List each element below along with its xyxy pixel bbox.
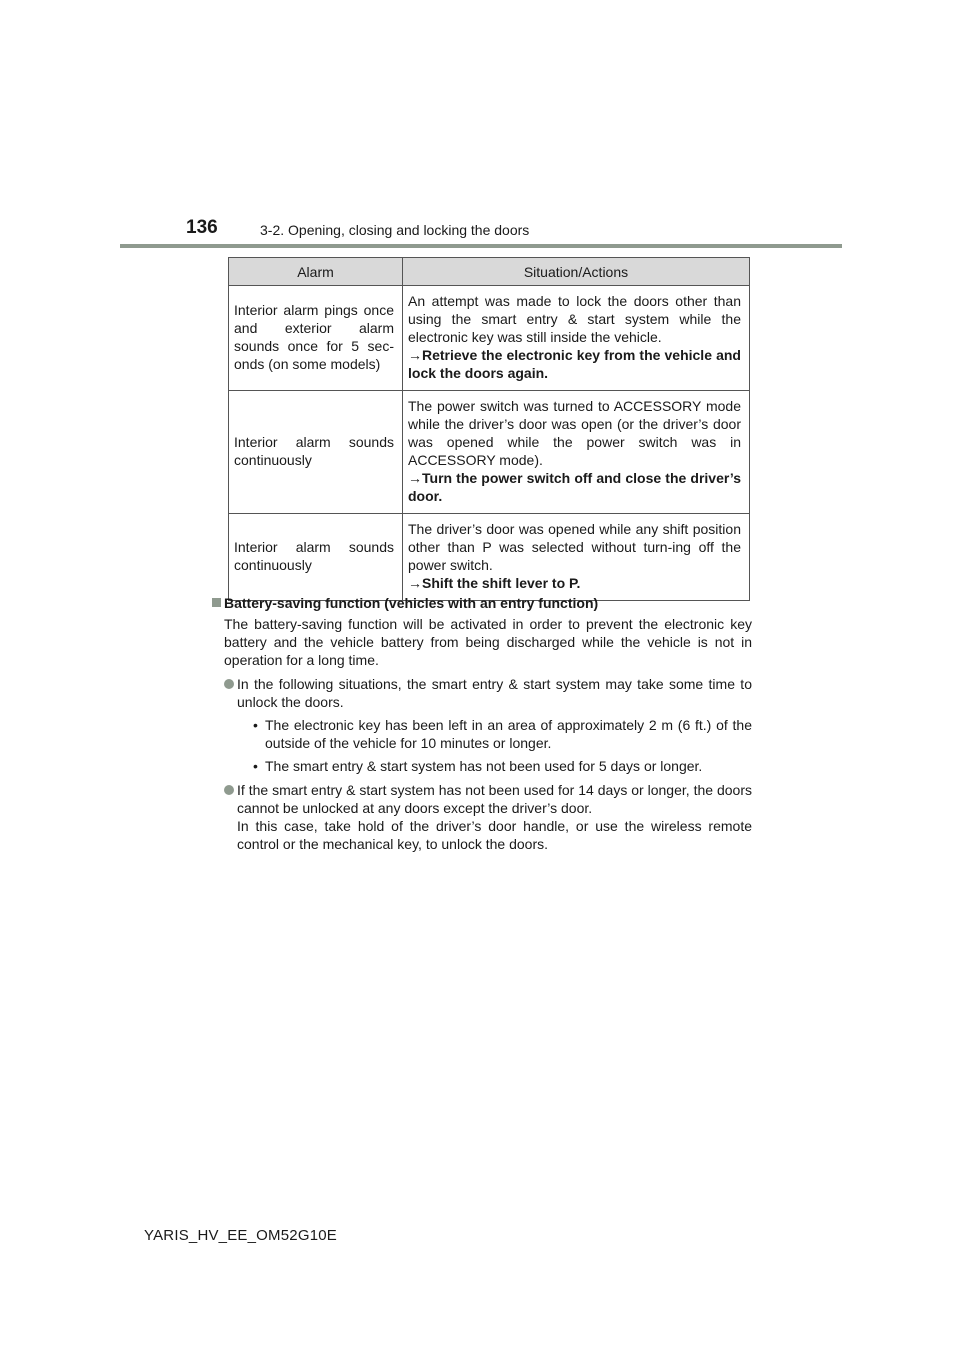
document-code: YARIS_HV_EE_OM52G10E bbox=[144, 1227, 337, 1244]
circle-bullet-icon bbox=[224, 785, 234, 795]
section-heading-text: Battery-saving function (vehicles with an entry function) bbox=[224, 595, 599, 611]
situation-cell bbox=[403, 391, 750, 514]
action-text bbox=[408, 574, 741, 592]
arrow-icon: → bbox=[408, 575, 422, 591]
square-bullet-icon bbox=[212, 598, 221, 607]
arrow-icon: → bbox=[408, 347, 422, 363]
action-label: Turn the power switch off and close the driver’s door. bbox=[408, 470, 741, 504]
sub-list-item bbox=[253, 757, 752, 775]
dot-bullet-icon: • bbox=[253, 717, 258, 733]
list-item-text: In this case, take hold of the driver’s door handle, or use the wireless remote control or the mechanical key, to unlock the doors. bbox=[237, 818, 752, 852]
arrow-icon: → bbox=[408, 470, 422, 486]
intro-paragraph: The battery-saving function will be activated in order to prevent the electronic key battery and the vehicle battery from being discharged while the vehicle is not in operation for a long time. bbox=[224, 616, 752, 668]
action-text bbox=[408, 346, 741, 382]
list-item bbox=[224, 675, 752, 775]
table-row bbox=[229, 391, 750, 514]
sub-list-item-text: The smart entry & start system has not been used for 5 days or longer. bbox=[265, 758, 703, 774]
sub-list-item bbox=[253, 716, 752, 752]
table-row bbox=[229, 286, 750, 391]
column-header-situation: Situation/Actions bbox=[403, 258, 750, 286]
list-item bbox=[224, 781, 752, 853]
table-header-row bbox=[229, 258, 750, 286]
page-header bbox=[120, 215, 842, 249]
situation-cell bbox=[403, 286, 750, 391]
table-row bbox=[229, 514, 750, 601]
alarm-cell: Interior alarm pings once and exterior alarm sounds once for 5 sec-onds (on some models) bbox=[229, 286, 403, 391]
circle-bullet-icon bbox=[224, 679, 234, 689]
action-text bbox=[408, 469, 741, 505]
battery-saving-section bbox=[212, 594, 752, 853]
section-heading bbox=[212, 594, 752, 612]
action-label: Shift the shift lever to P. bbox=[422, 575, 581, 591]
section-title: 3-2. Opening, closing and locking the doors bbox=[260, 222, 530, 238]
list-item-text: If the smart entry & start system has not been used for 14 days or longer, the doors cannot be unlocked at any doors except the driver’s door. bbox=[237, 782, 752, 816]
dot-bullet-icon: • bbox=[253, 758, 258, 774]
page-number: 136 bbox=[186, 217, 218, 238]
alarm-cell: Interior alarm sounds continuously bbox=[229, 514, 403, 601]
situation-text: The driver’s door was opened while any shift position other than P was selected without turn-ing off the power switch. bbox=[408, 521, 741, 573]
list-item-text: In the following situations, the smart entry & start system may take some time to unlock the doors. bbox=[237, 676, 752, 710]
header-rule bbox=[120, 244, 842, 248]
alarm-table bbox=[228, 257, 750, 601]
situation-text: The power switch was turned to ACCESSORY mode while the driver’s door was open (or the driver’s door was opened while the power switch was in ACCESSORY mode). bbox=[408, 398, 741, 468]
situation-text: An attempt was made to lock the doors other than using the smart entry & start system while the electronic key was still inside the vehicle. bbox=[408, 293, 741, 345]
situation-cell bbox=[403, 514, 750, 601]
column-header-alarm: Alarm bbox=[229, 258, 403, 286]
sub-list-item-text: The electronic key has been left in an area of approximately 2 m (6 ft.) of the outside of the vehicle for 10 minutes or longer. bbox=[265, 717, 752, 751]
action-label: Retrieve the electronic key from the vehicle and lock the doors again. bbox=[408, 347, 741, 381]
alarm-cell: Interior alarm sounds continuously bbox=[229, 391, 403, 514]
